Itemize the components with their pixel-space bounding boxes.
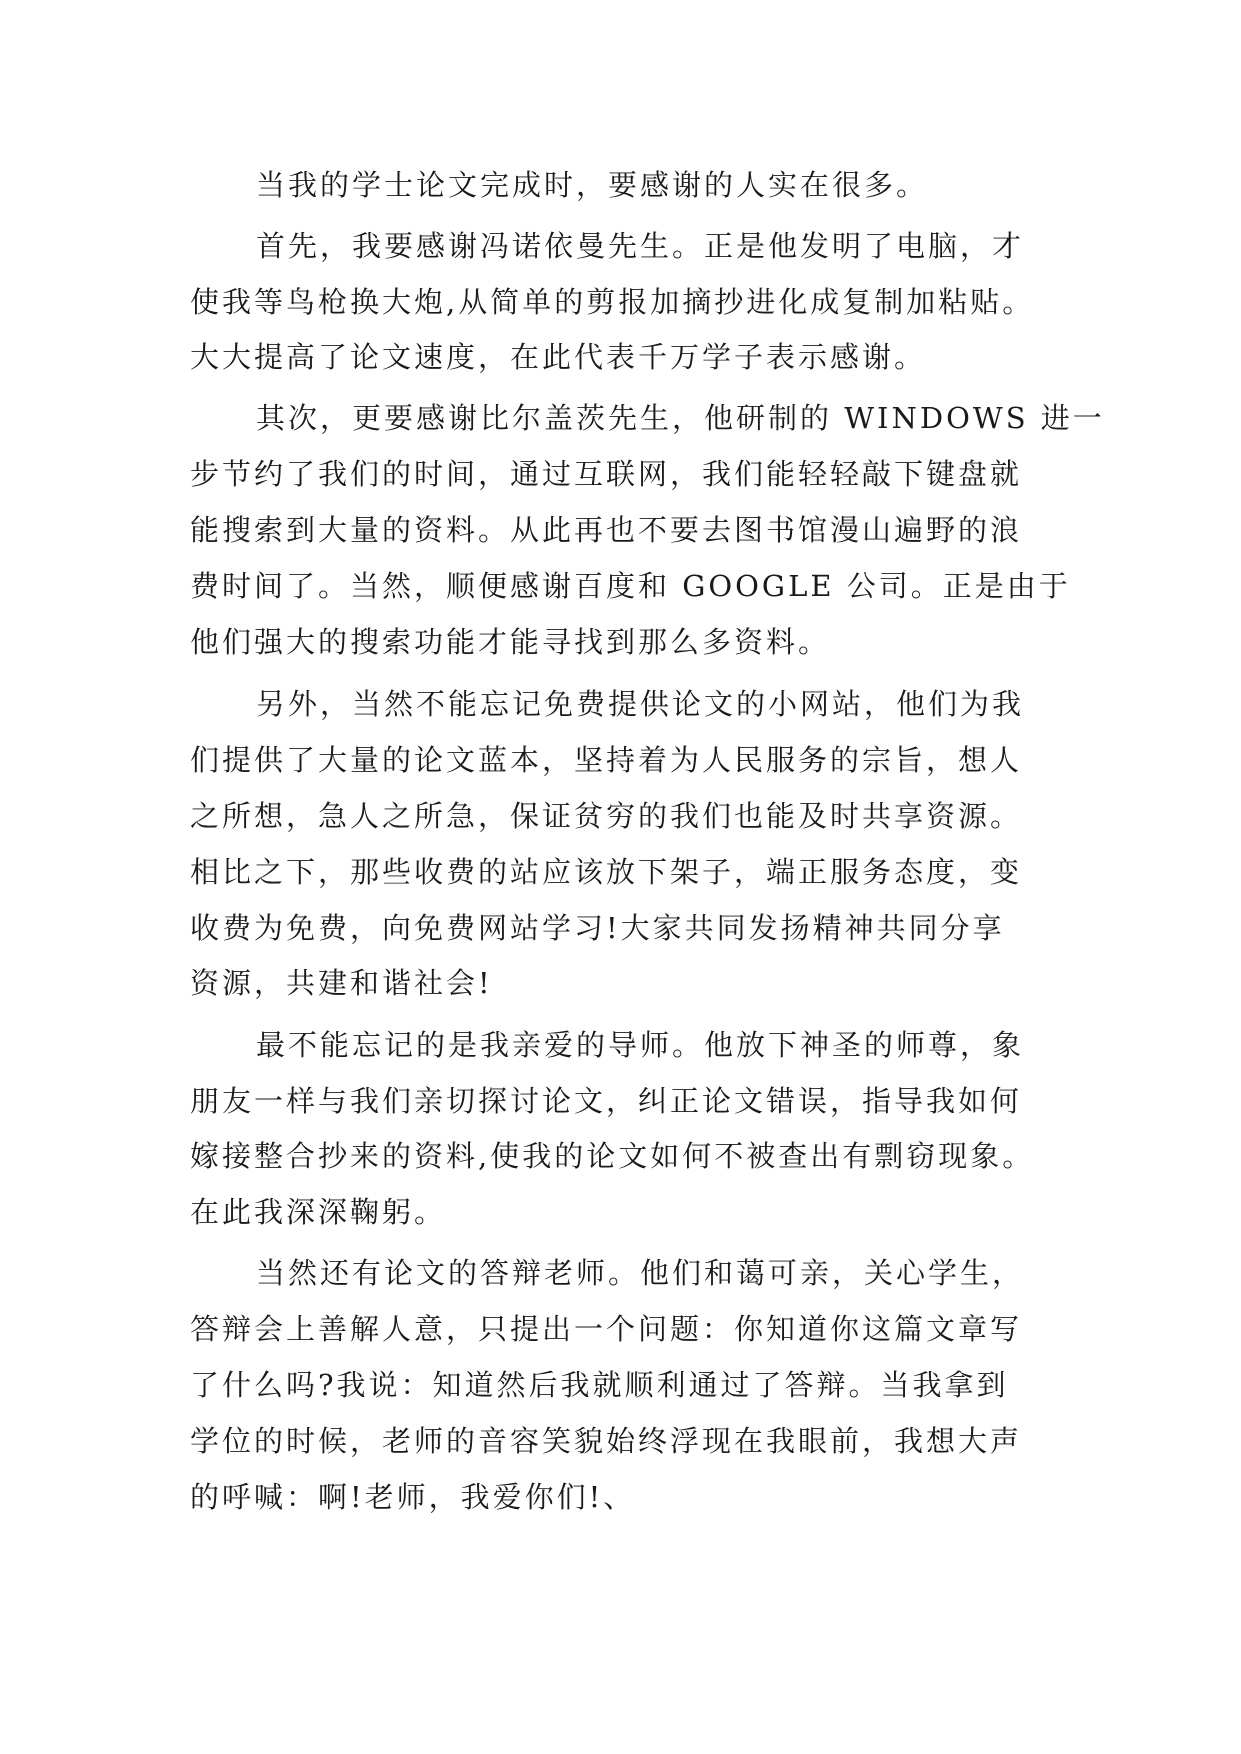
text-line: 另外，当然不能忘记免费提供论文的小网站，他们为我 — [256, 687, 1025, 721]
text-line: 步节约了我们的时间，通过互联网，我们能轻轻敲下键盘就 — [190, 457, 1023, 491]
text-line: 最不能忘记的是我亲爱的导师。他放下神圣的师尊，象 — [256, 1028, 1025, 1062]
text-line: 学位的时候，老师的音容笑貌始终浮现在我眼前，我想大声 — [190, 1424, 1023, 1458]
text-line: 了什么吗?我说：知道然后我就顺利通过了答辩。当我拿到 — [190, 1368, 1009, 1402]
text-line: 朋友一样与我们亲切探讨论文，纠正论文错误，指导我如何 — [190, 1084, 1023, 1118]
text-line: 答辩会上善解人意，只提出一个问题：你知道你这篇文章写 — [190, 1312, 1023, 1346]
text-line: 大大提高了论文速度，在此代表千万学子表示感谢。 — [190, 340, 927, 374]
text-line: 使我等鸟枪换大炮,从简单的剪报加摘抄进化成复制加粘贴。 — [190, 285, 1035, 319]
text-line: 的呼喊：啊!老师，我爱你们!、 — [190, 1480, 636, 1514]
text-line: 资源，共建和谐社会! — [190, 966, 493, 1000]
text-line: 他们强大的搜索功能才能寻找到那么多资料。 — [190, 625, 831, 659]
text-line: 收费为免费，向免费网站学习!大家共同发扬精神共同分享 — [190, 911, 1005, 945]
text-line: 嫁接整合抄来的资料,使我的论文如何不被查出有剽窃现象。 — [190, 1139, 1035, 1173]
text-line: 能搜索到大量的资料。从此再也不要去图书馆漫山遍野的浪 — [190, 513, 1023, 547]
text-line: 在此我深深鞠躬。 — [190, 1195, 447, 1229]
text-line: 其次，更要感谢比尔盖茨先生，他研制的 WINDOWS 进一 — [256, 401, 1105, 435]
text-line: 当我的学士论文完成时，要感谢的人实在很多。 — [256, 168, 929, 202]
text-line: 之所想，急人之所急，保证贫穷的我们也能及时共享资源。 — [190, 799, 1023, 833]
text-line: 当然还有论文的答辩老师。他们和蔼可亲，关心学生， — [256, 1256, 1025, 1290]
text-line: 费时间了。当然，顺便感谢百度和 GOOGLE 公司。正是由于 — [190, 569, 1071, 603]
text-line: 相比之下，那些收费的站应该放下架子，端正服务态度，变 — [190, 855, 1023, 889]
text-line: 首先，我要感谢冯诺依曼先生。正是他发明了电脑，才 — [256, 229, 1025, 263]
text-line: 们提供了大量的论文蓝本，坚持着为人民服务的宗旨，想人 — [190, 743, 1023, 777]
